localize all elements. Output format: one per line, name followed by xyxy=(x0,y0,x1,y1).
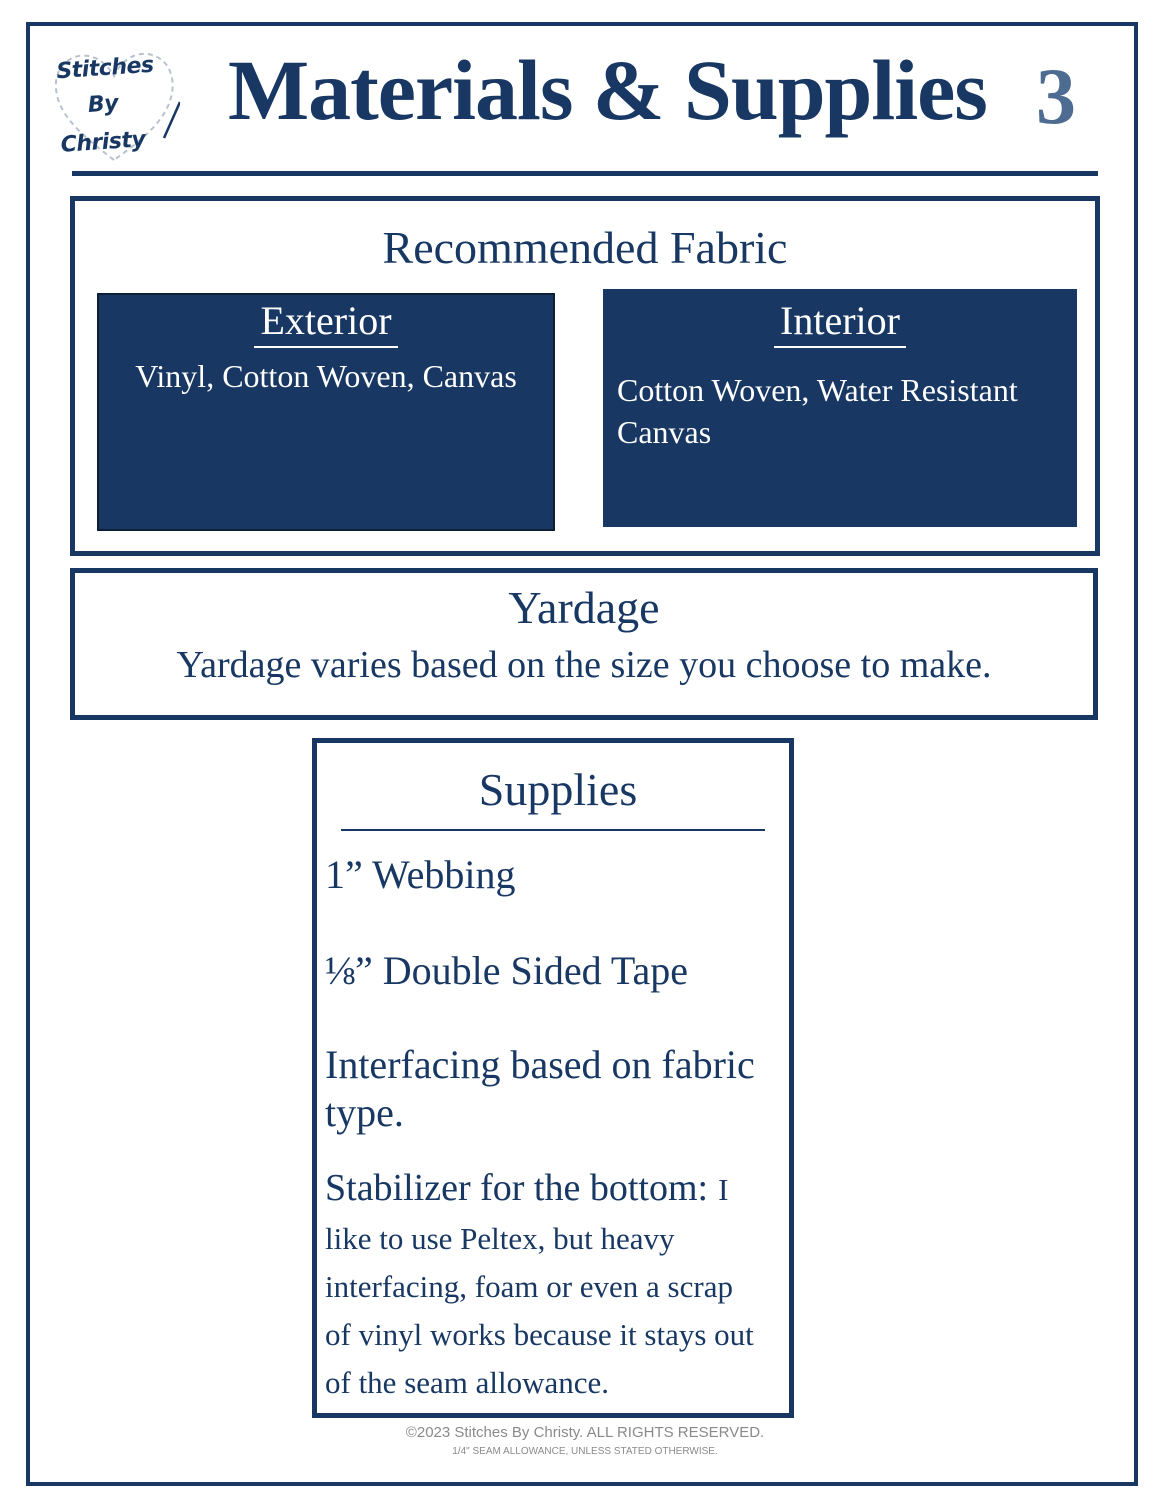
brand-logo xyxy=(50,42,180,172)
supply-item: ⅛” Double Sided Tape xyxy=(325,948,689,993)
recommended-fabric-heading: Recommended Fabric xyxy=(382,222,788,273)
footer-copyright: ©2023 Stitches By Christy. ALL RIGHTS RESERVED. xyxy=(405,1424,765,1441)
exterior-fabric-list: Vinyl, Cotton Woven, Canvas xyxy=(135,358,517,394)
exterior-title xyxy=(99,297,553,348)
title-divider xyxy=(72,171,1098,176)
supply-item-stabilizer xyxy=(325,1163,765,1404)
interior-fabric-list: Cotton Woven, Water Resistant Canvas xyxy=(617,372,1018,450)
logo-text-line-2: By xyxy=(87,90,119,119)
interior-title xyxy=(603,297,1077,348)
supplies-section xyxy=(312,738,794,1418)
supply-item: Interfacing based on fabric type. xyxy=(325,1042,755,1135)
interior-fabric-card xyxy=(603,289,1077,527)
stabilizer-lead: Stabilizer for the bottom: xyxy=(325,1167,709,1209)
page-number: 3 xyxy=(1036,53,1076,141)
logo-text-line-3: Christy xyxy=(59,127,147,158)
yardage-text: Yardage varies based on the size you choose to make. xyxy=(176,644,992,686)
exterior-fabric-card xyxy=(97,293,555,531)
logo-text-line-1: Stitches xyxy=(55,52,155,85)
yardage-heading: Yardage xyxy=(508,582,660,633)
supply-item: 1” Webbing xyxy=(325,852,516,897)
exterior-title-text: Exterior xyxy=(254,297,397,348)
recommended-fabric-section xyxy=(70,196,1100,556)
supplies-divider xyxy=(341,829,765,831)
footer-seam-note: 1/4" SEAM ALLOWANCE, UNLESS STATED OTHERWISE. xyxy=(452,1446,718,1457)
yardage-section xyxy=(70,568,1098,720)
supplies-heading: Supplies xyxy=(478,764,638,815)
stabilizer-detail: I like to use Peltex, but heavy interfacing, foam or even a scrap of vinyl works because it stays out of the seam allowance. xyxy=(325,1172,754,1400)
interior-title-text: Interior xyxy=(774,297,906,348)
page-title: Materials & Supplies xyxy=(228,42,987,138)
